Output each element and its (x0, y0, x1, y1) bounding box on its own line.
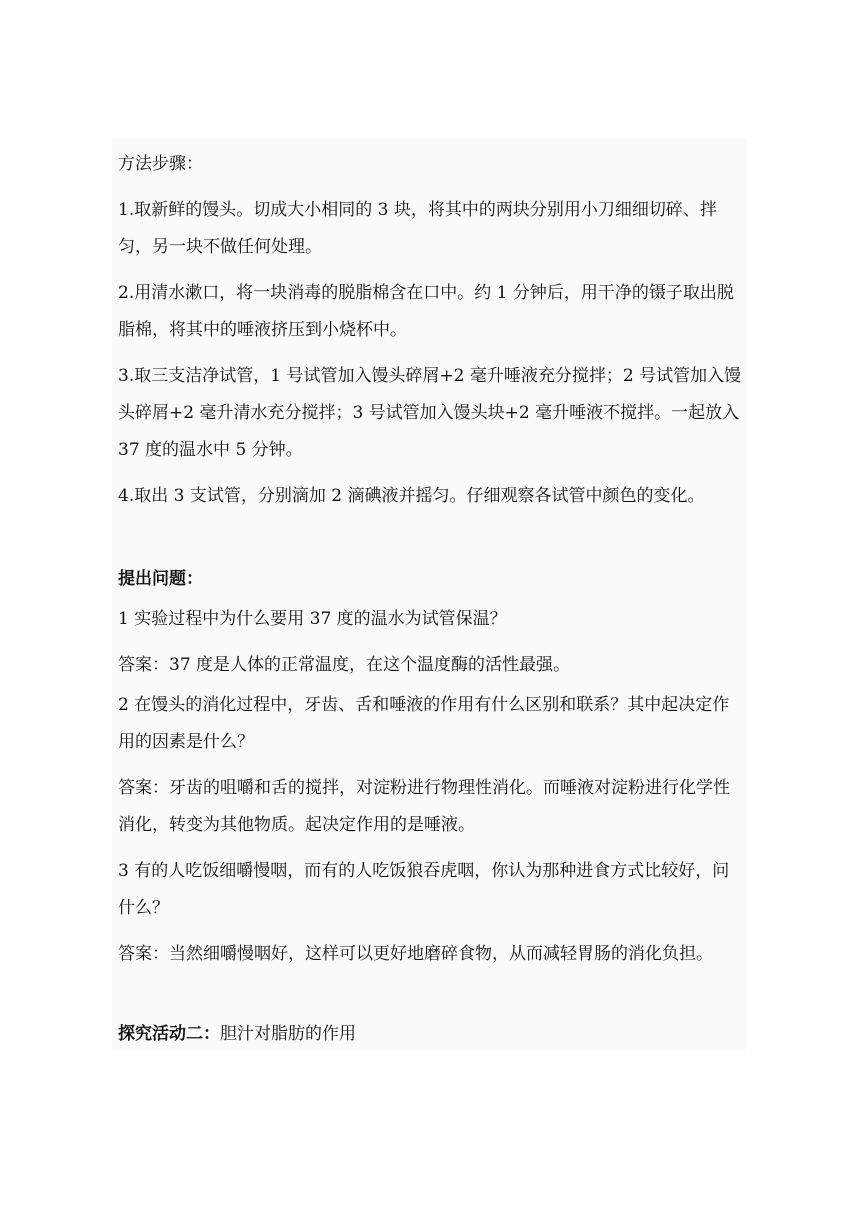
activity-heading (118, 1016, 746, 1053)
method-heading: 方法步骤： (118, 154, 203, 174)
step-2: 2.用清水漱口，将一块消毒的脱脂棉含在口中。约 1 分钟后，用干净的镊子取出脱脂棉，将其中的唾液挤压到小烧杯中。 (118, 283, 734, 340)
answer-2: 答案：牙齿的咀嚼和舌的搅拌，对淀粉进行物理性消化。而唾液对淀粉进行化学性消化，转变为其他物质。起决定作用的是唾液。 (118, 778, 730, 835)
step-4: 4.取出 3 支试管，分别滴加 2 滴碘液并摇匀。仔细观察各试管中颜色的变化。 (118, 486, 705, 506)
question-1: 1 实验过程中为什么要用 37 度的温水为试管保温？ (118, 609, 507, 629)
question-3: 3 有的人吃饭细嚼慢咽，而有的人吃饭狼吞虎咽，你认为那种进食方式比较好，问什么？ (118, 861, 730, 918)
activity-title: 胆汁对脂肪的作用 (220, 1024, 356, 1044)
step-3: 3.取三支洁净试管，1 号试管加入馒头碎屑+2 毫升唾液充分搅拌；2 号试管加入馒头碎屑+2 毫升清水充分搅拌；3 号试管加入馒头块+2 毫升唾液不搅拌。一起放入 37 度的温水中 5 分钟。 (118, 366, 742, 460)
question-2: 2 在馒头的消化过程中，牙齿、舌和唾液的作用有什么区别和联系？其中起决定作用的因素是什么？ (118, 695, 730, 752)
answer-3: 答案：当然细嚼慢咽好，这样可以更好地磨碎食物，从而减轻胃肠的消化负担。 (118, 944, 713, 964)
document-page (112, 138, 746, 1050)
activity-label: 探究活动二： (118, 1024, 220, 1044)
answer-1: 答案：37 度是人体的正常温度，在这个温度酶的活性最强。 (118, 655, 571, 675)
questions-heading: 提出问题： (118, 569, 203, 589)
step-1: 1.取新鲜的馒头。切成大小相同的 3 块，将其中的两块分别用小刀细细切碎、拌匀，另一块不做任何处理。 (118, 200, 717, 257)
